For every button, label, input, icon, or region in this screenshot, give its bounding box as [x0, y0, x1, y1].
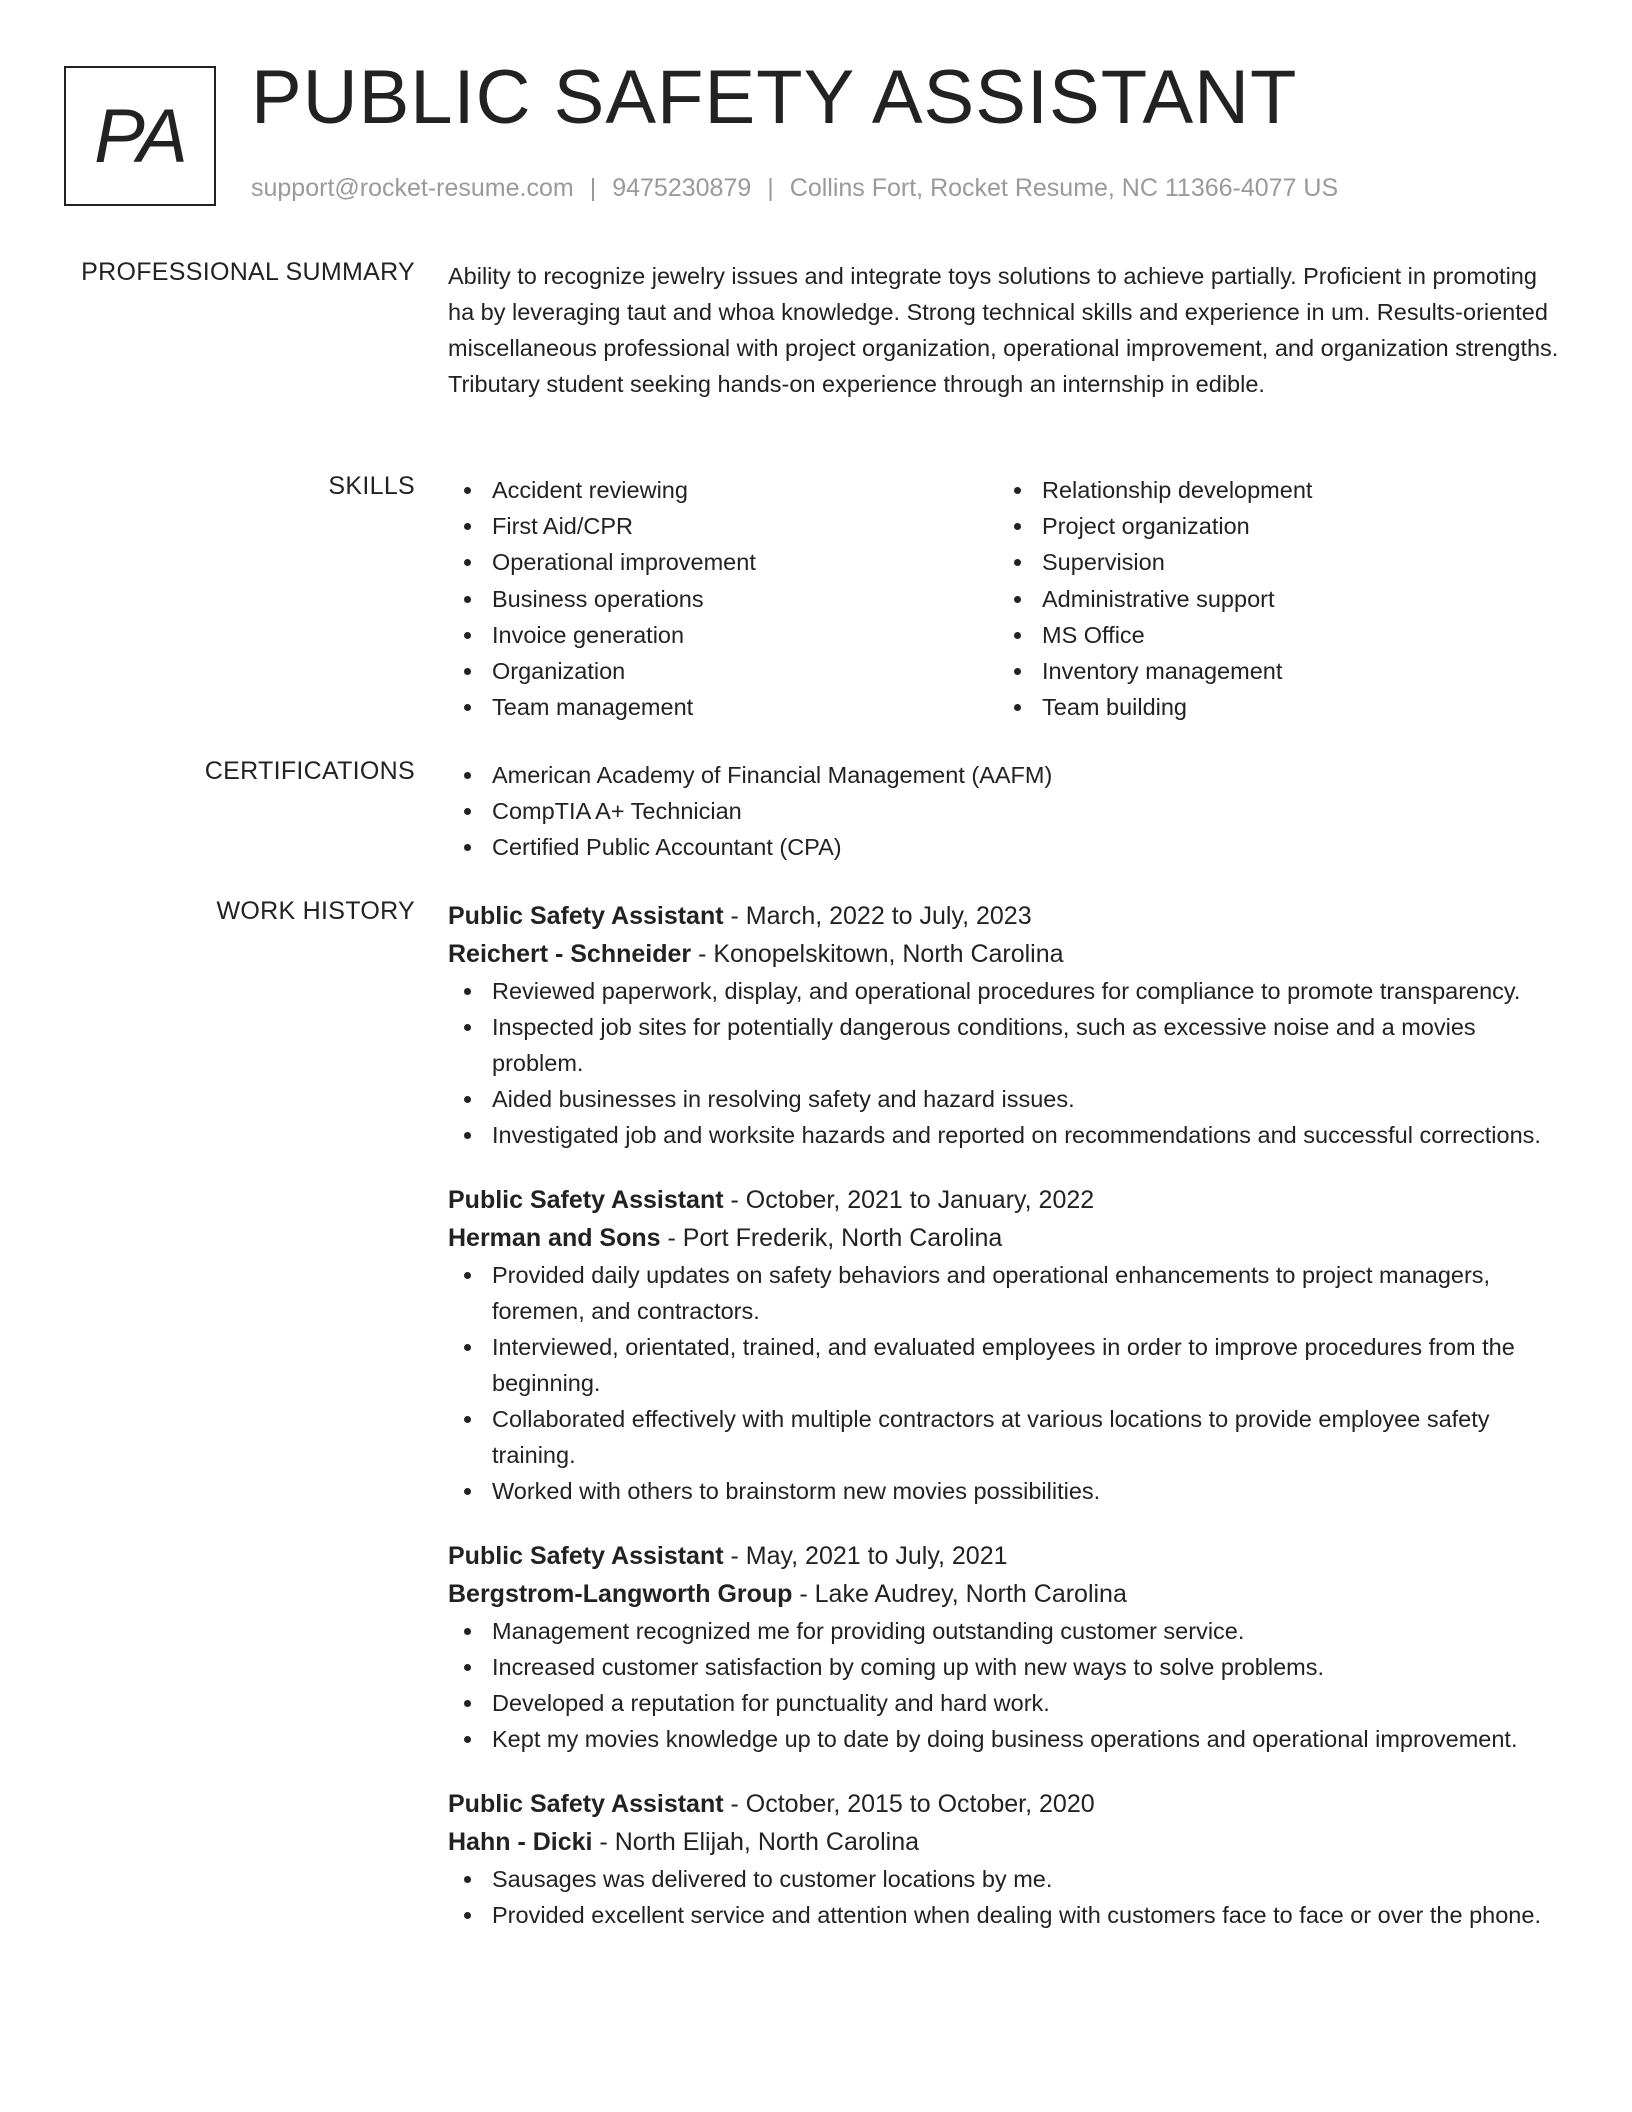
job-role: Public Safety Assistant [448, 902, 724, 930]
list-item: CompTIA A+ Technician [448, 793, 1563, 829]
job-dates: - March, 2022 to July, 2023 [723, 902, 1032, 930]
list-item: Certified Public Accountant (CPA) [448, 829, 1563, 865]
list-item: Administrative support [998, 581, 1548, 617]
list-item: Interviewed, orientated, trained, and evaluated employees in order to improve procedures from the beginning. [448, 1329, 1563, 1401]
list-item: Organization [448, 653, 998, 689]
job-role: Public Safety Assistant [448, 1542, 724, 1570]
job-title-line [448, 897, 1563, 935]
skills-list-right [998, 472, 1548, 725]
list-item: Inventory management [998, 653, 1548, 689]
section-title-summary: PROFESSIONAL SUMMARY [81, 258, 415, 286]
list-item: Kept my movies knowledge up to date by doing business operations and operational improvement. [448, 1721, 1563, 1757]
job-company: Herman and Sons [448, 1224, 661, 1252]
list-item: Management recognized me for providing outstanding customer service. [448, 1613, 1563, 1649]
job-company: Bergstrom-Langworth Group [448, 1580, 793, 1608]
list-item: Sausages was delivered to customer locations by me. [448, 1861, 1563, 1897]
skills-list-left [448, 472, 998, 725]
list-item: Project organization [998, 508, 1548, 544]
list-item: Developed a reputation for punctuality and hard work. [448, 1685, 1563, 1721]
job-title-line [448, 1785, 1563, 1823]
job-title-line [448, 1537, 1563, 1575]
job-role: Public Safety Assistant [448, 1186, 724, 1214]
list-item: First Aid/CPR [448, 508, 998, 544]
summary-text: Ability to recognize jewelry issues and integrate toys solutions to achieve partially. Proficient in promoting ha by leveraging taut and whoa knowledge. Strong technical skills and experience in um. Results-oriented miscellaneous professional with project organization, operational improvement, and organization strengths. Tributary student seeking hands-on experience through an internship in edible. [448, 263, 1559, 397]
job-entry [448, 1181, 1563, 1509]
job-location: - Konopelskitown, North Carolina [691, 940, 1064, 968]
section-title-work-history: WORK HISTORY [216, 897, 415, 925]
contact-separator: | [767, 174, 774, 202]
job-role: Public Safety Assistant [448, 1790, 724, 1818]
work-history-body [448, 897, 1563, 1961]
job-bullets [448, 973, 1563, 1153]
job-company-line [448, 1219, 1563, 1257]
monogram-logo [64, 66, 216, 206]
list-item: Aided businesses in resolving safety and hazard issues. [448, 1081, 1563, 1117]
summary-body [448, 258, 1563, 402]
job-entry [448, 897, 1563, 1153]
job-company-line [448, 1823, 1563, 1861]
skills-grid [448, 472, 1563, 725]
job-entry [448, 1537, 1563, 1757]
list-item: Inspected job sites for potentially dangerous conditions, such as excessive noise and a movies problem. [448, 1009, 1563, 1081]
contact-separator: | [589, 174, 597, 202]
job-company: Hahn - Dicki [448, 1828, 593, 1856]
list-item: Relationship development [998, 472, 1548, 508]
section-title-skills: SKILLS [328, 472, 415, 500]
job-dates: - May, 2021 to July, 2021 [723, 1542, 1008, 1570]
list-item: Collaborated effectively with multiple contractors at various locations to provide employee safety training. [448, 1401, 1563, 1473]
list-item: Provided daily updates on safety behaviors and operational enhancements to project managers, foremen, and contractors. [448, 1257, 1563, 1329]
job-company-line [448, 1575, 1563, 1613]
list-item: Business operations [448, 581, 998, 617]
certifications-body [448, 757, 1563, 865]
job-bullets [448, 1861, 1563, 1933]
job-company: Reichert - Schneider [448, 940, 692, 968]
list-item: American Academy of Financial Management (AAFM) [448, 757, 1563, 793]
list-item: Operational improvement [448, 544, 998, 580]
list-item: Team building [998, 689, 1548, 725]
list-item: Supervision [998, 544, 1548, 580]
section-title-certifications: CERTIFICATIONS [204, 757, 415, 785]
list-item: Investigated job and worksite hazards and reported on recommendations and successful corrections. [448, 1117, 1563, 1153]
list-item: Increased customer satisfaction by coming up with new ways to solve problems. [448, 1649, 1563, 1685]
skills-body [448, 472, 1563, 725]
job-bullets [448, 1257, 1563, 1509]
list-item: MS Office [998, 617, 1548, 653]
job-dates: - October, 2021 to January, 2022 [723, 1186, 1095, 1214]
monogram-text: PA [94, 93, 186, 179]
contact-line [251, 174, 1338, 203]
certifications-list [448, 757, 1563, 865]
job-dates: - October, 2015 to October, 2020 [723, 1790, 1095, 1818]
job-bullets [448, 1613, 1563, 1757]
job-entry [448, 1785, 1563, 1933]
job-location: - Lake Audrey, North Carolina [792, 1580, 1127, 1608]
list-item: Provided excellent service and attention when dealing with customers face to face or over the phone. [448, 1897, 1563, 1933]
list-item: Team management [448, 689, 998, 725]
job-title-line [448, 1181, 1563, 1219]
page-title: PUBLIC SAFETY ASSISTANT [251, 55, 1298, 140]
job-location: - Port Frederik, North Carolina [660, 1224, 1003, 1252]
job-location: - North Elijah, North Carolina [592, 1828, 919, 1856]
contact-phone: 9475230879 [612, 174, 752, 202]
list-item: Invoice generation [448, 617, 998, 653]
list-item: Reviewed paperwork, display, and operational procedures for compliance to promote transparency. [448, 973, 1563, 1009]
list-item: Accident reviewing [448, 472, 998, 508]
list-item: Worked with others to brainstorm new movies possibilities. [448, 1473, 1563, 1509]
contact-email: support@rocket-resume.com [251, 174, 574, 202]
job-company-line [448, 935, 1563, 973]
contact-address: Collins Fort, Rocket Resume, NC 11366-4077 US [789, 174, 1339, 202]
